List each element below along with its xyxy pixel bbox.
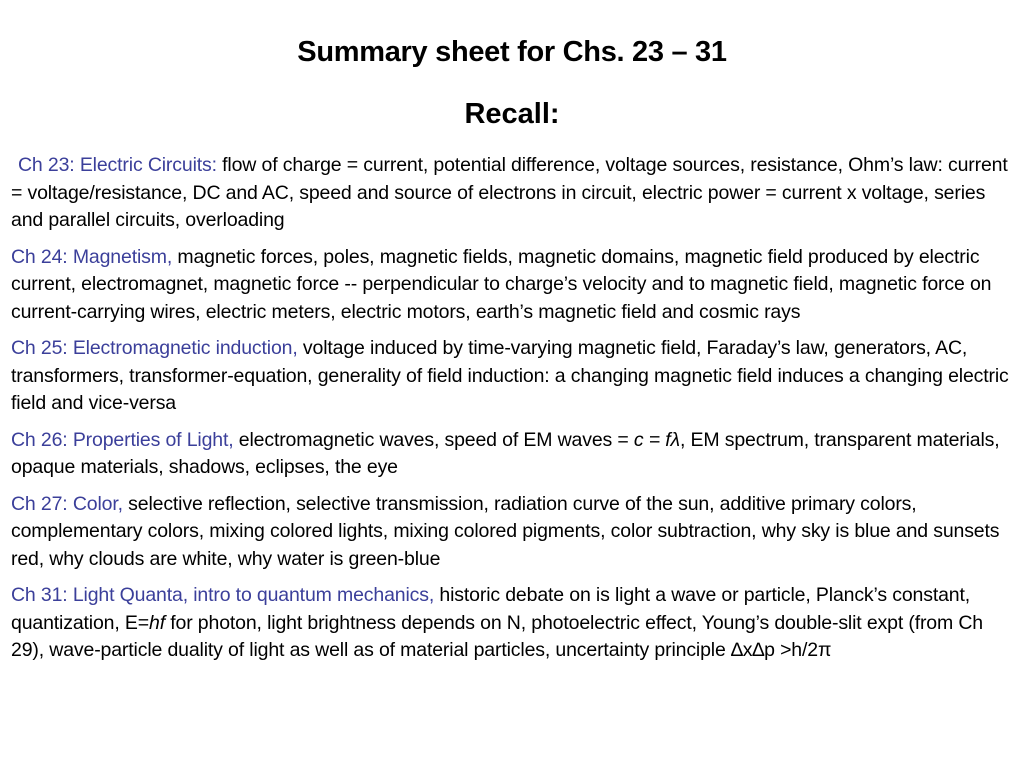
formula-photon-energy: hf bbox=[149, 611, 165, 634]
chapter-heading-ch24: Ch 24: Magnetism, bbox=[11, 245, 173, 268]
chapter-body-ch23: flow of charge = current, potential difference, voltage sources, resistance, Ohm’s law: current = voltage/resistance, DC and AC, speed and source of electrons in circuit, electric power = current x voltage, series and parallel circuits, overloading bbox=[11, 154, 1008, 231]
chapter-item-ch23 bbox=[11, 152, 1019, 235]
chapter-item-ch31 bbox=[11, 582, 1019, 665]
chapter-list bbox=[11, 152, 1019, 674]
chapter-item-ch27 bbox=[11, 491, 1019, 574]
formula-wave-speed: c = fλ bbox=[633, 428, 680, 451]
chapter-heading-ch31: Ch 31: Light Quanta, intro to quantum mechanics, bbox=[11, 584, 435, 606]
chapter-item-ch26 bbox=[11, 427, 1019, 482]
chapter-body-ch31-part2: for photon, light brightness depends on N, photoelectric effect, Young’s double-slit expt (from Ch 29), wave-particle duality of light as well as of material particles, uncertainty principle ∆x∆p >h/2π bbox=[11, 611, 983, 661]
chapter-item-ch25 bbox=[11, 335, 1019, 418]
slide-title: Summary sheet for Chs. 23 – 31 bbox=[297, 36, 727, 68]
chapter-item-ch24 bbox=[11, 244, 1019, 327]
slide-subtitle: Recall: bbox=[464, 98, 560, 130]
chapter-body-ch27: selective reflection, selective transmission, radiation curve of the sun, additive primary colors, complementary colors, mixing colored lights, mixing colored pigments, color subtraction, why sky is blue and sunsets red, why clouds are white, why water is green-blue bbox=[11, 492, 1000, 570]
chapter-heading-ch23: Ch 23: Electric Circuits: bbox=[18, 154, 217, 176]
chapter-body-ch24: magnetic forces, poles, magnetic fields, magnetic domains, magnetic field produced by electric current, electromagnet, magnetic force -- perpendicular to charge’s velocity and to magnetic field, magnetic force on current-carrying wires, electric meters, electric motors, earth’s magnetic field and cosmic rays bbox=[11, 245, 992, 323]
chapter-heading-ch26: Ch 26: Properties of Light, bbox=[11, 428, 234, 451]
chapter-body-ch25: voltage induced by time-varying magnetic field, Faraday’s law, generators, AC, transformers, transformer-equation, generality of field induction: a changing magnetic field induces a changing electric field and vice-versa bbox=[11, 337, 1009, 414]
chapter-body-ch26-part1: electromagnetic waves, speed of EM waves = bbox=[233, 428, 634, 451]
chapter-heading-ch25: Ch 25: Electromagnetic induction, bbox=[11, 337, 298, 359]
chapter-body-ch26-part2: , EM spectrum, transparent materials, opaque materials, shadows, eclipses, the eye bbox=[11, 428, 1000, 478]
chapter-body-ch31-part1: historic debate on is light a wave or particle, Planck’s constant, quantization, E= bbox=[11, 584, 971, 634]
chapter-heading-ch27: Ch 27: Color, bbox=[11, 492, 123, 515]
